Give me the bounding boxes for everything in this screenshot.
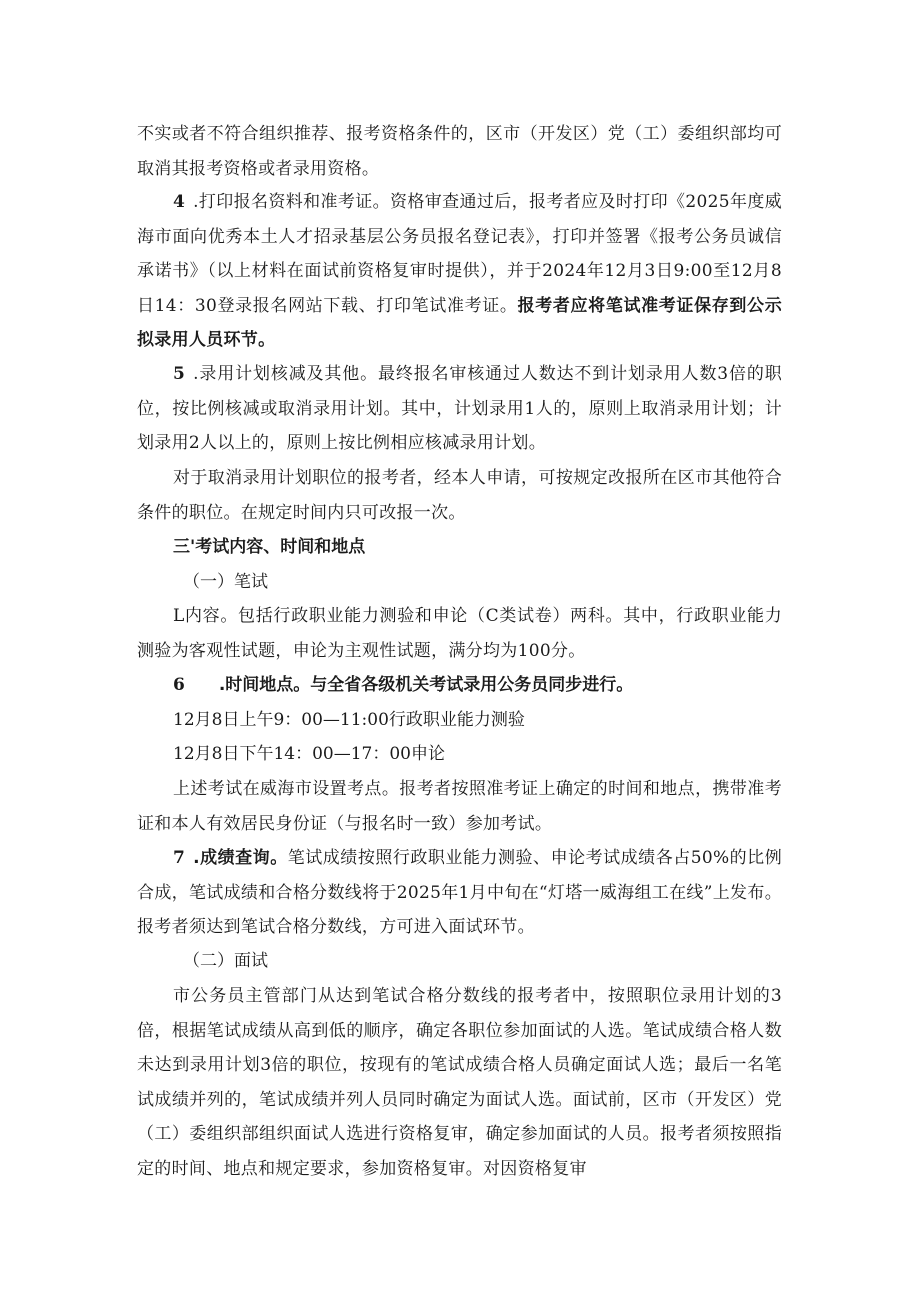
time-location-text: .时间地点。与全省各级机关考试录用公务员同步进行。	[218, 675, 634, 695]
print-materials-text: .打印报名资料和准考证。资格审查通过后，报考者应及时打印《2025年度威海市面向优秀本土人才招录基层公务员报名登记表》，打印并签署《报考公务员诚信承诺书》（以上材料在面试前资格复审时提供），并于2024年12月3日9:00至12月8日14：30登录报名网站下载、打印笔试准考证。	[137, 192, 782, 316]
score-inquiry-title: .成绩查询。	[193, 848, 288, 868]
item-number-6: 6	[173, 675, 185, 695]
subheading-interview: （二）面试	[183, 951, 268, 971]
paragraph-exam-content: L内容。包括行政职业能力测验和申论（C类试卷）两科。其中，行政职业能力测验为客观性试题，申论为主观性试题，满分均为100分。	[137, 606, 782, 661]
item-number-4: 4	[173, 192, 186, 212]
paragraph-time-location	[173, 668, 633, 703]
print-materials-bold-note: 报考者应将笔试准考证保存到公示拟录用人员环节。	[137, 295, 782, 350]
paragraph-exam-venue: 上述考试在威海市设置考点。报考者按照准考证上确定的时间和地点，携带准考证和本人有效居民身份证（与报名时一致）参加考试。	[137, 779, 782, 834]
paragraph-qualification-cancel: 不实或者不符合组织推荐、报考资格条件的，区市（开发区）党（工）委组织部均可取消其报考资格或者录用资格。	[137, 124, 782, 179]
schedule-line-morning: 12月8日上午9：00—11:00行政职业能力测验	[173, 710, 525, 730]
section-heading-exam: 三'考试内容、时间和地点	[173, 537, 366, 557]
score-inquiry-text: 笔试成绩按照行政职业能力测验、申论考试成绩各占50%的比例合成，笔试成绩和合格分数线将于2025年1月中旬在“灯塔一威海组工在线”上发布。报考者须达到笔试合格分数线，方可进入面试环节。	[137, 848, 782, 937]
subheading-written-exam: （一）笔试	[183, 572, 268, 592]
paragraph-print-materials	[137, 185, 782, 358]
schedule-line-afternoon: 12月8日下午14：00—17：00申论	[173, 744, 445, 764]
item-number-7: 7	[173, 848, 186, 868]
paragraph-interview-selection: 市公务员主管部门从达到笔试合格分数线的报考者中，按照职位录用计划的3倍，根据笔试成绩从高到低的顺序，确定各职位参加面试的人选。笔试成绩合格人数未达到录用计划3倍的职位，按现有的笔试成绩合格人员确定面试人选；最后一名笔试成绩并列的，笔试成绩并列人员同时确定为面试人选。面试前，区市（开发区）党（工）委组织部组织面试人选进行资格复审，确定参加面试的人员。报考者须按照指定的时间、地点和规定要求，参加资格复审。对因资格复审	[137, 986, 782, 1179]
paragraph-re-apply: 对于取消录用计划职位的报考者，经本人申请，可按规定改报所在区市其他符合条件的职位。在规定时间内只可改报一次。	[137, 468, 782, 523]
item-number-5: 5	[173, 364, 186, 384]
paragraph-score-inquiry	[137, 841, 782, 945]
plan-reduction-text: .录用计划核减及其他。最终报名审核通过人数达不到计划录用人数3倍的职位，按比例核减或取消录用计划。其中，计划录用1人的，原则上取消录用计划；计划录用2人以上的，原则上按比例相应核减录用计划。	[137, 364, 782, 453]
paragraph-plan-reduction	[137, 357, 782, 461]
